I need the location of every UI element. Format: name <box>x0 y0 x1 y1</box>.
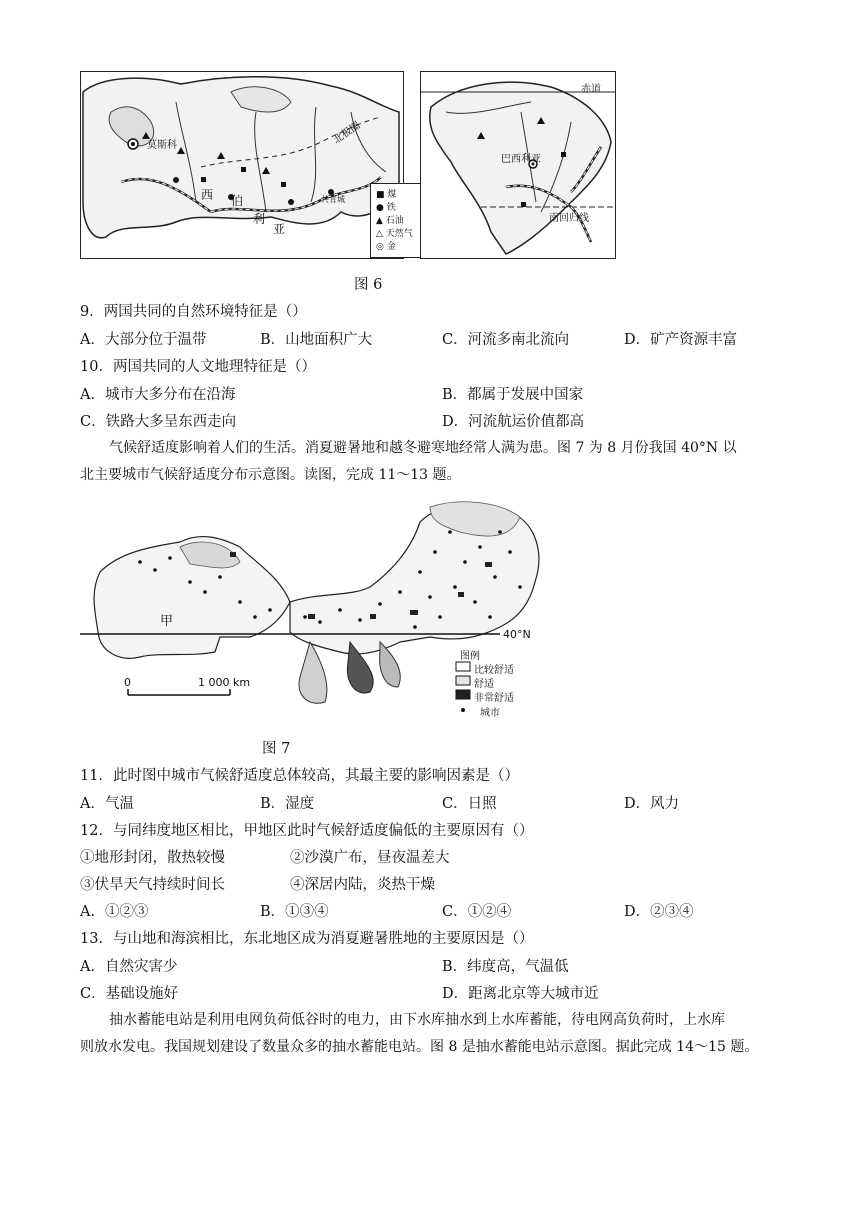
q10-stem: 10．两国共同的人文地理特征是（） <box>80 359 316 375</box>
q12-statement-2: ②沙漠广布，昼夜温差大 <box>290 850 450 866</box>
q10-option-b: B．都属于发展中国家 <box>442 387 584 403</box>
label-equator: 赤道 <box>581 84 601 95</box>
russia-map <box>80 71 404 259</box>
legend-gas: △ 天然气 <box>376 229 413 239</box>
q12-statement-4: ④深居内陆，炎热干燥 <box>290 877 435 893</box>
q11-option-a: A．气温 <box>80 796 134 812</box>
label-brasilia: 巴西利亚 <box>501 154 541 165</box>
q12-option-b: B．①③④ <box>260 904 329 920</box>
label-siberia-4: 亚 <box>273 222 286 236</box>
label-jia: 甲 <box>160 614 174 629</box>
q12-statement-3: ③伏旱天气持续时间长 <box>80 877 225 893</box>
q11-option-c: C．日照 <box>442 796 497 812</box>
q9-option-d: D．矿产资源丰富 <box>624 332 738 348</box>
label-siberia-3: 利 <box>253 212 266 226</box>
q11-stem: 11．此时图中城市气候舒适度总体较高，其最主要的影响因素是（） <box>80 768 519 784</box>
q12-statement-1: ①地形封闭，散热较慢 <box>80 850 225 866</box>
russia-map-drawing <box>81 72 403 258</box>
intro-11-13-line2: 北主要城市气候舒适度分布示意图。读图，完成 11～13 题。 <box>80 467 461 483</box>
q13-option-c: C．基础设施好 <box>80 986 179 1002</box>
q13-option-a: A．自然灾害少 <box>80 959 178 975</box>
q9-option-c: C．河流多南北流向 <box>442 332 570 348</box>
q13-option-d: D．距离北京等大城市近 <box>442 986 599 1002</box>
q11-option-b: B．湿度 <box>260 796 315 812</box>
brazil-map-drawing <box>421 72 615 258</box>
legend-city: 城市 <box>480 708 500 719</box>
q9-stem: 9．两国共同的自然环境特征是（） <box>80 304 307 320</box>
legend-very-comfortable: 非常舒适 <box>474 693 514 704</box>
q12-option-c: C．①②④ <box>442 904 512 920</box>
label-arctic-circle: 北极圈 <box>331 120 363 147</box>
label-40n: 40°N <box>503 628 531 641</box>
legend-iron: ● 铁 <box>376 203 396 213</box>
q13-option-b: B．纬度高，气温低 <box>442 959 569 975</box>
q9-option-b: B．山地面积广大 <box>260 332 373 348</box>
legend-comfortable: 舒适 <box>474 679 494 690</box>
q12-option-d: D．②③④ <box>624 904 694 920</box>
scale-zero: 0 <box>124 676 131 689</box>
scale-km: 1 000 km <box>198 676 251 689</box>
legend-fairly-comfortable: 比较舒适 <box>474 665 514 676</box>
intro-14-15-line2: 则放水发电。我国规划建设了数量众多的抽水蓄能电站。图 8 是抽水蓄能电站示意图。据此完成 14～15 题。 <box>80 1039 759 1055</box>
label-siberia-2: 伯 <box>231 194 244 208</box>
q11-option-d: D．风力 <box>624 796 680 812</box>
label-city-east: 共青城 <box>321 195 345 204</box>
brazil-map <box>420 71 616 259</box>
legend-title: 图例 <box>460 651 480 662</box>
intro-11-13-line1: 气候舒适度影响着人们的生活。消夏避暑地和越冬避寒地经常人满为患。图 7 为 8 月份我国 40°N 以 <box>109 440 737 456</box>
q13-stem: 13．与山地和海滨相比，东北地区成为消夏避暑胜地的主要原因是（） <box>80 931 534 947</box>
q9-option-a: A．大部分位于温带 <box>80 332 207 348</box>
q12-option-a: A．①②③ <box>80 904 149 920</box>
q10-option-a: A．城市大多分布在沿海 <box>80 387 236 403</box>
figure6-caption: 图 6 <box>354 277 383 293</box>
label-siberia-1: 西 <box>201 188 214 202</box>
figure7-map <box>80 492 550 722</box>
legend-oil: ▲ 石油 <box>376 216 404 226</box>
legend-gold: ◎ 金 <box>376 242 396 252</box>
label-tropic: 南回归线 <box>549 213 589 224</box>
legend-coal: ■ 煤 <box>376 190 397 200</box>
figure7-caption: 图 7 <box>262 741 291 757</box>
q12-stem: 12．与同纬度地区相比，甲地区此时气候舒适度偏低的主要原因有（） <box>80 823 534 839</box>
intro-14-15-line1: 抽水蓄能电站是利用电网负荷低谷时的电力，由下水库抽水到上水库蓄能，待电网高负荷时，上水库 <box>109 1012 725 1028</box>
q10-option-c: C．铁路大多呈东西走向 <box>80 414 237 430</box>
q10-option-d: D．河流航运价值都高 <box>442 414 585 430</box>
label-moscow: 莫斯科 <box>147 140 177 151</box>
